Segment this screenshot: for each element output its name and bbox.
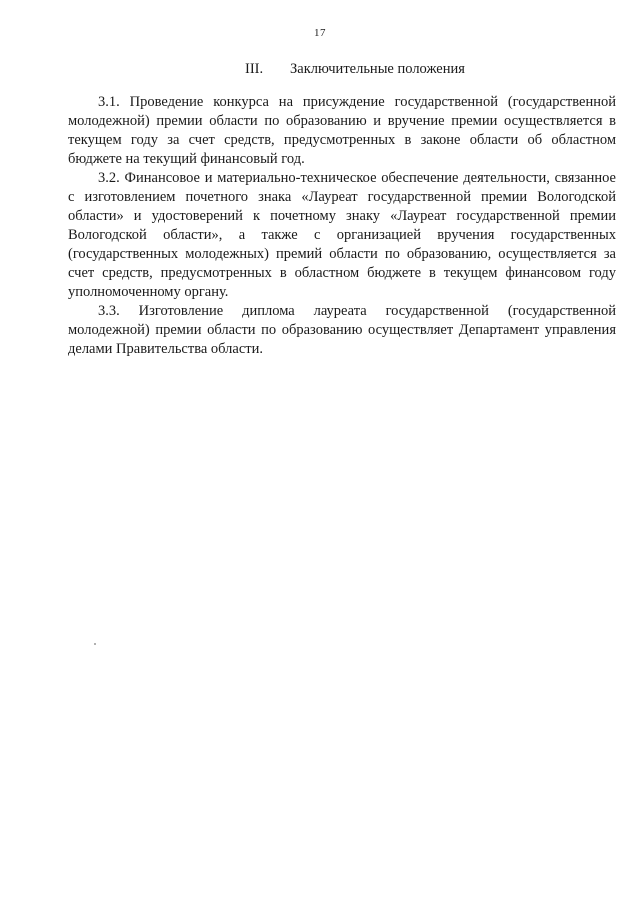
paragraph-3-2: 3.2. Финансовое и материально-техническое обеспечение деятельности, связанное с изготовлением почетного знака «Лауреат государственной премии Вологодской области» и удостоверений к почетному знаку «Лауреат государственной премии Вологодской области», а также с организацией вручения государственных (государственных молодежных) премий области по образованию, осуществляется за счет средств, предусмотренных в областном бюджете в текущем финансовом году уполномоченному органу. [68,170,616,300]
section-number: III. [245,61,264,77]
paragraph-3-3: 3.3. Изготовление диплома лауреата государственной (государственной молодежной) премии области по образованию осуществляет Департамент управления делами Правительства области. [68,303,616,357]
scan-speck [94,643,96,645]
section-body [68,93,616,359]
section-title: Заключительные положения [290,61,465,77]
page-number: 17 [314,27,326,39]
paragraph-3-1: 3.1. Проведение конкурса на присуждение государственной (государственной молодежной) премии области по образованию и вручение премии осуществляется в текущем году за счет средств, предусмотренных в законе области об областном бюджете на текущий финансовый год. [68,94,616,167]
